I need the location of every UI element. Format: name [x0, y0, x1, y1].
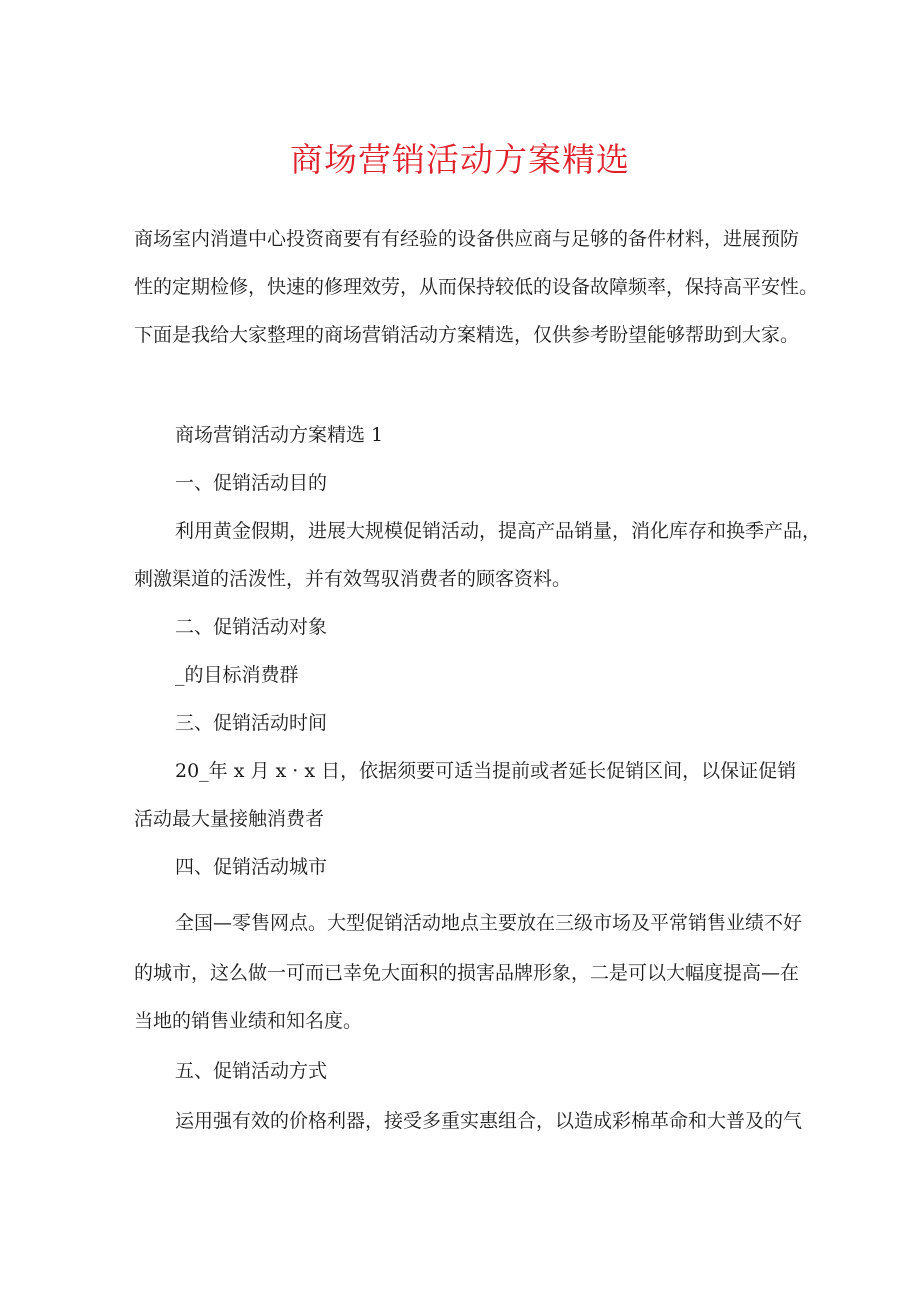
heading-2: 二、促销活动对象 [175, 616, 328, 638]
paragraph-3-line-1: 20_年 x 月 x · x 日，依据须要可适当提前或者延长促销区间，以保证促销 [175, 760, 797, 782]
paragraph-3-line-2: 活动最大量接触消费者 [134, 808, 325, 830]
heading-4: 四、促销活动城市 [175, 856, 328, 878]
paragraph-4-line-3: 当地的销售业绩和知名度。 [134, 1010, 363, 1032]
intro-line-1: 商场室内消遣中心投资商要有有经验的设备供应商与足够的备件材料，进展预防 [134, 228, 800, 250]
heading-5: 五、促销活动方式 [175, 1060, 328, 1082]
paragraph-2: _的目标消费群 [175, 664, 299, 686]
section-title: 商场营销活动方案精选 1 [175, 424, 384, 446]
intro-line-3: 下面是我给大家整理的商场营销活动方案精选，仅供参考盼望能够帮助到大家。 [134, 324, 800, 346]
heading-1: 一、促销活动目的 [175, 472, 328, 494]
document-title: 商场营销活动方案精选 [290, 140, 630, 179]
paragraph-1-line-1: 利用黄金假期，进展大规模促销活动，提高产品销量，消化库存和换季产品， [175, 520, 822, 542]
paragraph-4-line-1: 全国—零售网点。大型促销活动地点主要放在三级市场及平常销售业绩不好 [175, 912, 803, 934]
paragraph-1-line-2: 刺激渠道的活泼性，并有效驾驭消费者的顾客资料。 [134, 568, 572, 590]
intro-line-2: 性的定期检修，快速的修理效劳，从而保持较低的设备故障频率，保持高平安性。 [134, 276, 819, 298]
paragraph-4-line-2: 的城市，这么做一可而已幸免大面积的损害品牌形象，二是可以大幅度提高—在 [134, 962, 800, 984]
paragraph-5-line-1: 运用强有效的价格利器，接受多重实惠组合，以造成彩棉革命和大普及的气 [175, 1110, 803, 1132]
heading-3: 三、促销活动时间 [175, 712, 328, 734]
